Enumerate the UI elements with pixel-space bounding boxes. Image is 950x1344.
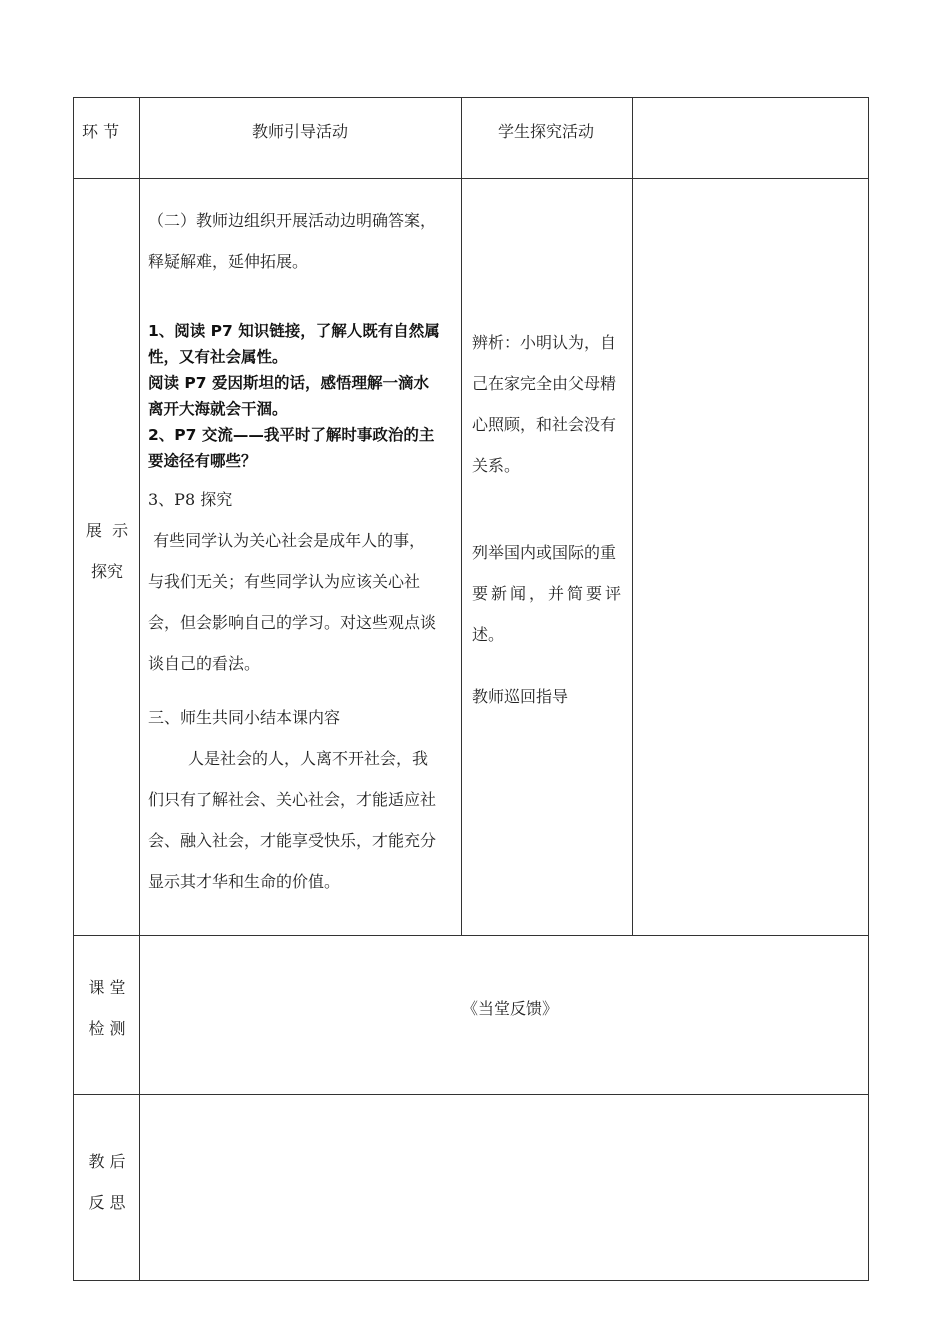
teacher-bold-tasks: [148, 318, 458, 474]
col-divider-2: [461, 97, 462, 935]
item3-title: 3、P8 探究: [148, 490, 233, 509]
item3-line2: 与我们无关；有些同学认为应该关心社: [148, 572, 421, 591]
row-divider-explore: [73, 935, 869, 936]
section-label-reflect-line2: 反 思: [88, 1193, 126, 1212]
section-label-reflect: [80, 1141, 134, 1223]
bold-line-4: 离开大海就会干涸。: [148, 400, 288, 418]
row-divider-check: [73, 1094, 869, 1095]
news-line1: 列举国内或国际的重: [472, 543, 617, 562]
teacher-intro-line2: 释疑解难，延伸拓展。: [148, 252, 309, 271]
teacher-item3: [148, 479, 458, 684]
analysis-line3: 心照顾，和社会没有: [472, 415, 617, 434]
col-divider-1: [139, 97, 140, 1281]
section-label-reflect-line1: 教 后: [88, 1152, 126, 1171]
bold-line-3: 阅读 P7 爱因斯坦的话，感悟理解一滴水: [148, 374, 429, 392]
item3-line3: 会，但会影响自己的学习。对这些观点谈: [148, 613, 437, 632]
summary-line1: 人是社会的人，人离不开社会，我: [188, 749, 429, 768]
check-content: 《当堂反馈》: [462, 999, 559, 1018]
guide-text: 教师巡回指导: [472, 687, 569, 706]
analysis-line4: 关系。: [472, 456, 521, 475]
bold-line-1: 1、阅读 P7 知识链接，了解人既有自然属: [148, 322, 440, 340]
header-col-teacher: 教师引导活动: [252, 122, 349, 141]
summary-line4: 显示其才华和生命的价值。: [148, 872, 341, 891]
summary-line2: 们只有了解社会、关心社会，才能适应社: [148, 790, 437, 809]
summary-title: 三、师生共同小结本课内容: [148, 708, 341, 727]
header-col-student: 学生探究活动: [498, 122, 595, 141]
section-label-explore: [80, 510, 134, 592]
summary-line3: 会、融入社会，才能享受快乐，才能充分: [148, 831, 437, 850]
section-label-check-line1: 课 堂: [88, 978, 126, 997]
analysis-line2: 己在家完全由父母精: [472, 374, 617, 393]
item3-line1: 有些同学认为关心社会是成年人的事，: [148, 531, 426, 550]
student-guide: [472, 676, 628, 717]
analysis-line1: 辨析：小明认为，自: [472, 333, 617, 352]
bold-line-5: 2、P7 交流——我平时了解时事政治的主: [148, 426, 435, 444]
bold-line-6: 要途径有哪些？: [148, 452, 257, 470]
row-divider-header: [73, 178, 869, 179]
section-label-explore-line2: 探究: [90, 562, 123, 581]
teacher-summary: [148, 697, 458, 902]
col-divider-3: [632, 97, 633, 935]
teacher-intro-line1: （二）教师边组织开展活动边明确答案，: [148, 211, 437, 230]
student-news: [472, 532, 628, 655]
section-label-explore-line1: 展 示: [85, 521, 129, 540]
teacher-intro: [148, 200, 458, 282]
student-analysis: [472, 322, 628, 486]
item3-line4: 谈自己的看法。: [148, 654, 261, 673]
section-label-check-line2: 检 测: [88, 1019, 126, 1038]
news-line2: 要新闻，并简要评: [472, 584, 625, 603]
bold-line-2: 性，又有社会属性。: [148, 348, 288, 366]
news-line3: 述。: [472, 625, 505, 644]
section-label-check: [80, 967, 134, 1049]
header-col-stage: 环 节: [82, 122, 120, 141]
